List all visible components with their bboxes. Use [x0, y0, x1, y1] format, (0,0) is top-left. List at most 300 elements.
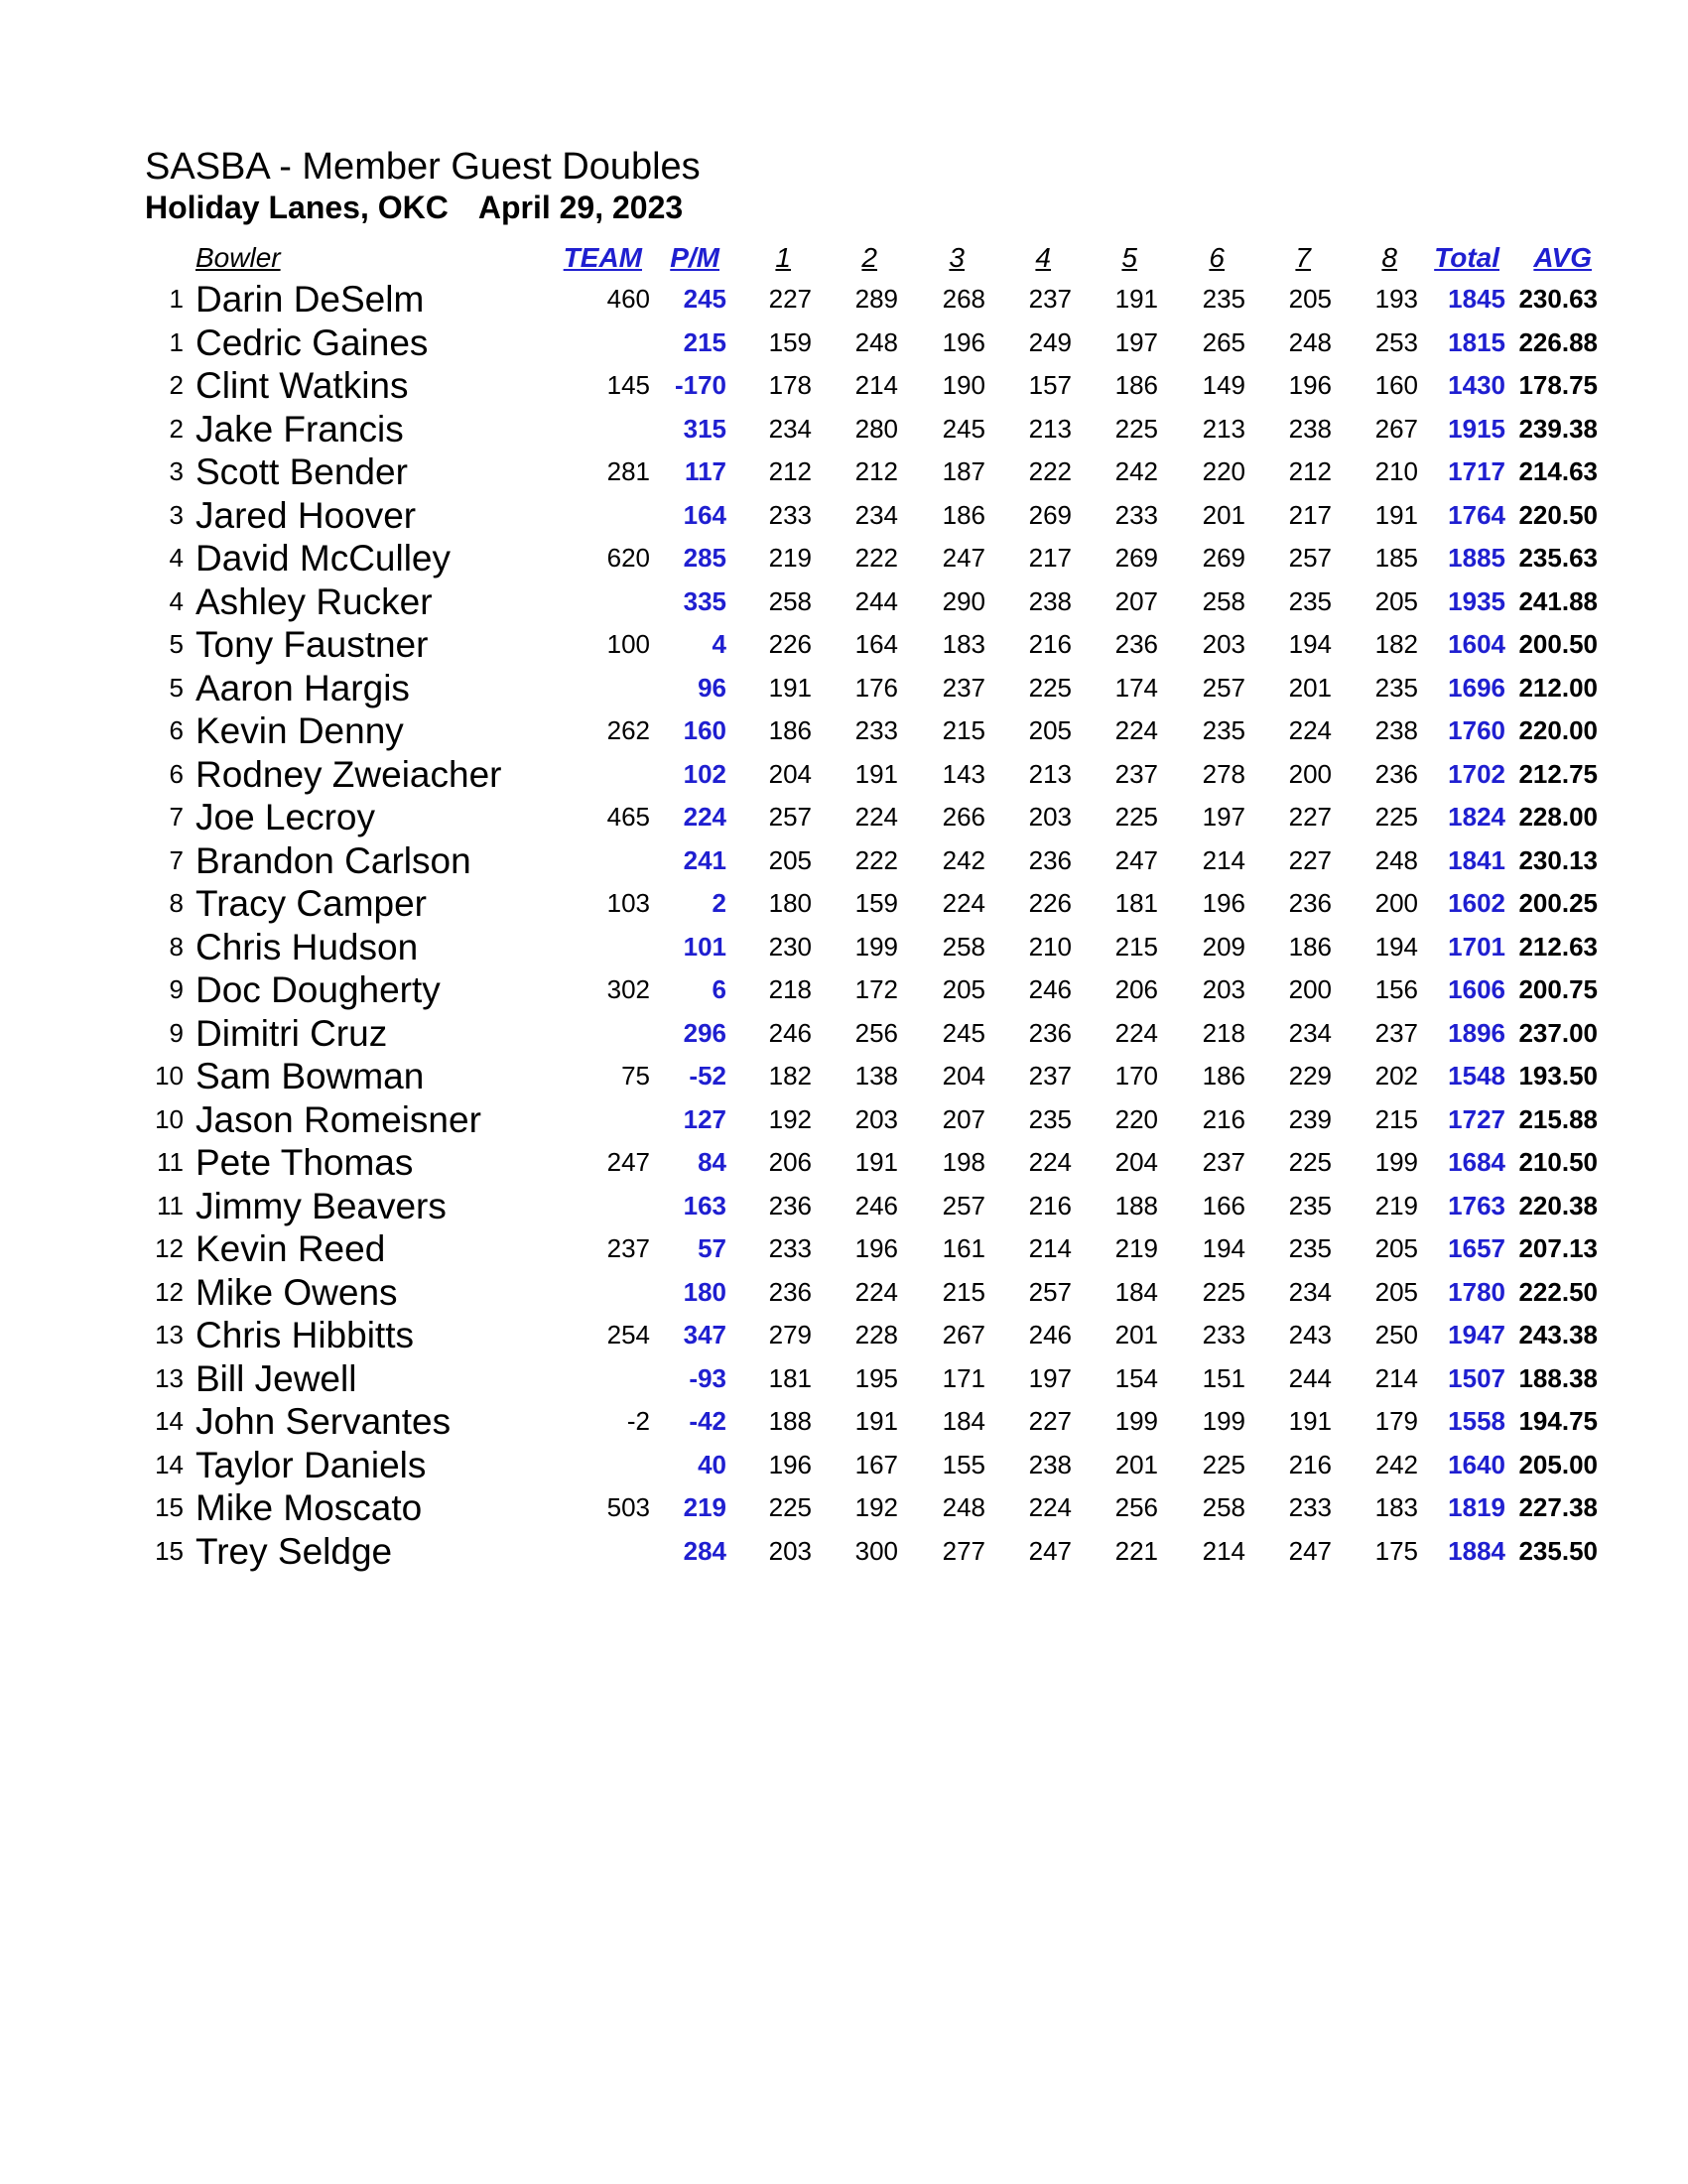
game-8-score: 237 [1374, 1017, 1418, 1048]
plus-minus: 117 [685, 456, 726, 486]
game-1-score: 180 [768, 888, 812, 918]
game-1-score: 226 [768, 629, 812, 659]
header-game-2: 2 [861, 242, 877, 273]
total-score: 1701 [1448, 931, 1505, 962]
average: 227.38 [1518, 1492, 1598, 1522]
game-6-score: 258 [1202, 1492, 1245, 1522]
team-score: 145 [606, 370, 650, 400]
table-row [0, 796, 1688, 839]
plus-minus: 296 [683, 1017, 726, 1048]
game-3-score: 237 [942, 672, 985, 703]
game-6-score: 214 [1202, 844, 1245, 875]
game-7-score: 186 [1288, 931, 1332, 962]
total-score: 1696 [1448, 672, 1505, 703]
game-8-score: 156 [1374, 974, 1418, 1004]
game-7-score: 227 [1288, 802, 1332, 832]
table-row [0, 364, 1688, 408]
average: 193.50 [1518, 1061, 1598, 1091]
bowler-name: Clint Watkins [195, 365, 409, 406]
game-2-score: 280 [854, 413, 898, 444]
header-game-4: 4 [1035, 242, 1051, 273]
game-7-score: 234 [1288, 1017, 1332, 1048]
game-4-score: 249 [1028, 326, 1072, 357]
rank-cell: 14 [155, 1449, 184, 1479]
game-6-score: 257 [1202, 672, 1245, 703]
rank-cell: 13 [155, 1320, 184, 1349]
game-1-score: 279 [768, 1320, 812, 1349]
plus-minus: -52 [689, 1061, 726, 1091]
game-2-score: 159 [854, 888, 898, 918]
header-game-8: 8 [1381, 242, 1397, 273]
game-5-score: 204 [1114, 1147, 1158, 1177]
total-score: 1727 [1448, 1103, 1505, 1134]
table-row [0, 1486, 1688, 1530]
game-7-score: 229 [1288, 1061, 1332, 1091]
game-4-score: 237 [1028, 284, 1072, 314]
team-score: 620 [606, 543, 650, 573]
game-2-score: 172 [854, 974, 898, 1004]
game-1-score: 246 [768, 1017, 812, 1048]
game-8-score: 183 [1374, 1492, 1418, 1522]
game-8-score: 205 [1374, 585, 1418, 616]
game-2-score: 212 [854, 456, 898, 486]
game-7-score: 227 [1288, 844, 1332, 875]
game-7-score: 239 [1288, 1103, 1332, 1134]
game-7-score: 248 [1288, 326, 1332, 357]
rank-cell: 2 [169, 413, 184, 444]
game-6-score: 225 [1202, 1276, 1245, 1307]
table-row [0, 1400, 1688, 1444]
total-score: 1657 [1448, 1233, 1505, 1263]
game-7-score: 235 [1288, 1190, 1332, 1220]
average: 220.38 [1518, 1190, 1598, 1220]
average: 207.13 [1518, 1233, 1598, 1263]
game-6-score: 203 [1202, 974, 1245, 1004]
game-1-score: 186 [768, 715, 812, 745]
average: 178.75 [1518, 370, 1598, 400]
game-3-score: 161 [942, 1233, 985, 1263]
bowler-name: Dimitri Cruz [195, 1012, 388, 1054]
plus-minus: 160 [683, 715, 726, 745]
game-1-score: 205 [768, 844, 812, 875]
game-4-score: 247 [1028, 1535, 1072, 1566]
game-6-score: 151 [1202, 1362, 1245, 1393]
game-3-score: 247 [942, 543, 985, 573]
bowler-name: Rodney Zweiacher [195, 753, 502, 795]
rank-cell: 7 [169, 844, 184, 875]
game-4-score: 238 [1028, 585, 1072, 616]
game-3-score: 183 [942, 629, 985, 659]
average: 200.25 [1518, 888, 1598, 918]
game-2-score: 203 [854, 1103, 898, 1134]
plus-minus: 241 [683, 844, 726, 875]
game-4-score: 224 [1028, 1147, 1072, 1177]
game-7-score: 224 [1288, 715, 1332, 745]
plus-minus: 2 [712, 888, 726, 918]
game-7-score: 247 [1288, 1535, 1332, 1566]
table-row [0, 278, 1688, 321]
rank-cell: 4 [169, 543, 184, 573]
plus-minus: -170 [674, 370, 726, 400]
average: 243.38 [1518, 1320, 1598, 1349]
table-row [0, 1141, 1688, 1185]
plus-minus: 4 [712, 629, 726, 659]
game-1-score: 191 [768, 672, 812, 703]
average: 194.75 [1518, 1406, 1598, 1436]
game-6-score: 235 [1202, 715, 1245, 745]
game-3-score: 268 [942, 284, 985, 314]
game-4-score: 269 [1028, 499, 1072, 530]
game-4-score: 205 [1028, 715, 1072, 745]
total-score: 1935 [1448, 585, 1505, 616]
bowler-name: Pete Thomas [195, 1142, 414, 1183]
game-4-score: 213 [1028, 758, 1072, 789]
game-4-score: 197 [1028, 1362, 1072, 1393]
game-2-score: 224 [854, 802, 898, 832]
team-score: 262 [606, 715, 650, 745]
rank-cell: 11 [157, 1190, 184, 1220]
plus-minus: -42 [689, 1406, 726, 1436]
game-8-score: 242 [1374, 1449, 1418, 1479]
bowler-name: Cedric Gaines [195, 321, 429, 363]
average: 230.13 [1518, 844, 1598, 875]
average: 200.75 [1518, 974, 1598, 1004]
average: 241.88 [1518, 585, 1598, 616]
rank-cell: 1 [169, 326, 184, 357]
game-5-score: 220 [1114, 1103, 1158, 1134]
game-6-score: 194 [1202, 1233, 1245, 1263]
bowler-name: Chris Hudson [195, 926, 419, 967]
page-subtitle [145, 189, 683, 226]
team-score: 254 [606, 1320, 650, 1349]
plus-minus: 6 [712, 974, 726, 1004]
bowler-name: Scott Bender [195, 451, 408, 492]
table-row [0, 1444, 1688, 1487]
rank-cell: 9 [169, 974, 184, 1004]
game-1-score: 236 [768, 1276, 812, 1307]
table-row [0, 1357, 1688, 1401]
total-score: 1915 [1448, 413, 1505, 444]
game-7-score: 244 [1288, 1362, 1332, 1393]
game-8-score: 202 [1374, 1061, 1418, 1091]
game-5-score: 215 [1114, 931, 1158, 962]
average: 222.50 [1518, 1276, 1598, 1307]
plus-minus: 315 [683, 413, 726, 444]
game-8-score: 214 [1374, 1362, 1418, 1393]
total-score: 1640 [1448, 1449, 1505, 1479]
game-1-score: 212 [768, 456, 812, 486]
game-5-score: 170 [1114, 1061, 1158, 1091]
plus-minus: 347 [683, 1320, 726, 1349]
total-score: 1824 [1448, 802, 1505, 832]
game-1-score: 192 [768, 1103, 812, 1134]
game-2-score: 176 [854, 672, 898, 703]
game-3-score: 224 [942, 888, 985, 918]
page-title: SASBA - Member Guest Doubles [145, 146, 701, 188]
game-7-score: 243 [1288, 1320, 1332, 1349]
game-7-score: 200 [1288, 758, 1332, 789]
rank-cell: 14 [155, 1406, 184, 1436]
game-1-score: 236 [768, 1190, 812, 1220]
rank-cell: 11 [157, 1147, 184, 1177]
game-3-score: 267 [942, 1320, 985, 1349]
game-4-score: 210 [1028, 931, 1072, 962]
game-2-score: 256 [854, 1017, 898, 1048]
bowler-name: Trey Seldge [195, 1530, 393, 1572]
rank-cell: 7 [169, 802, 184, 832]
bowler-name: Brandon Carlson [195, 839, 471, 881]
game-6-score: 209 [1202, 931, 1245, 962]
table-row [0, 494, 1688, 538]
bowler-name: Darin DeSelm [195, 279, 425, 320]
venue: Holiday Lanes, OKC [145, 190, 449, 225]
game-1-score: 234 [768, 413, 812, 444]
game-4-score: 203 [1028, 802, 1072, 832]
team-score: 503 [606, 1492, 650, 1522]
game-2-score: 289 [854, 284, 898, 314]
team-score: 460 [606, 284, 650, 314]
total-score: 1896 [1448, 1017, 1505, 1048]
game-8-score: 205 [1374, 1276, 1418, 1307]
game-6-score: 196 [1202, 888, 1245, 918]
rank-cell: 1 [169, 284, 184, 314]
average: 210.50 [1518, 1147, 1598, 1177]
game-8-score: 219 [1374, 1190, 1418, 1220]
table-row [0, 968, 1688, 1012]
plus-minus: 245 [683, 284, 726, 314]
game-3-score: 248 [942, 1492, 985, 1522]
bowler-name: Jake Francis [195, 408, 404, 450]
team-score: 302 [606, 974, 650, 1004]
bowler-name: Kevin Reed [195, 1228, 386, 1269]
bowler-name: Tony Faustner [195, 624, 429, 665]
game-8-score: 191 [1374, 499, 1418, 530]
game-5-score: 199 [1114, 1406, 1158, 1436]
average: 220.50 [1518, 499, 1598, 530]
game-3-score: 215 [942, 715, 985, 745]
game-6-score: 225 [1202, 1449, 1245, 1479]
game-1-score: 203 [768, 1535, 812, 1566]
game-2-score: 214 [854, 370, 898, 400]
bowler-name: Jared Hoover [195, 494, 417, 536]
game-5-score: 225 [1114, 413, 1158, 444]
table-row [0, 623, 1688, 667]
game-6-score: 233 [1202, 1320, 1245, 1349]
game-6-score: 258 [1202, 585, 1245, 616]
average: 212.63 [1518, 931, 1598, 962]
game-6-score: 220 [1202, 456, 1245, 486]
game-7-score: 212 [1288, 456, 1332, 486]
game-1-score: 218 [768, 974, 812, 1004]
game-2-score: 222 [854, 543, 898, 573]
table-row [0, 709, 1688, 753]
rank-cell: 5 [169, 672, 184, 703]
bowler-name: Sam Bowman [195, 1056, 425, 1096]
game-3-score: 257 [942, 1190, 985, 1220]
game-5-score: 256 [1114, 1492, 1158, 1522]
average: 215.88 [1518, 1103, 1598, 1134]
game-3-score: 266 [942, 802, 985, 832]
bowler-name: Kevin Denny [195, 710, 404, 751]
game-1-score: 204 [768, 758, 812, 789]
game-3-score: 215 [942, 1276, 985, 1307]
game-1-score: 258 [768, 585, 812, 616]
game-1-score: 181 [768, 1362, 812, 1393]
game-4-score: 157 [1028, 370, 1072, 400]
game-5-score: 186 [1114, 370, 1158, 400]
game-2-score: 233 [854, 715, 898, 745]
game-3-score: 186 [942, 499, 985, 530]
game-8-score: 193 [1374, 284, 1418, 314]
average: 230.63 [1518, 284, 1598, 314]
team-score: 281 [606, 456, 650, 486]
game-8-score: 250 [1374, 1320, 1418, 1349]
table-row [0, 537, 1688, 580]
game-6-score: 218 [1202, 1017, 1245, 1048]
total-score: 1604 [1448, 629, 1505, 659]
game-8-score: 205 [1374, 1233, 1418, 1263]
game-7-score: 234 [1288, 1276, 1332, 1307]
rank-cell: 13 [155, 1362, 184, 1393]
total-score: 1780 [1448, 1276, 1505, 1307]
team-score: 75 [621, 1061, 650, 1091]
game-4-score: 226 [1028, 888, 1072, 918]
game-2-score: 167 [854, 1449, 898, 1479]
rank-cell: 15 [155, 1535, 184, 1566]
table-row [0, 1530, 1688, 1574]
average: 205.00 [1518, 1449, 1598, 1479]
bowler-name: Bill Jewell [195, 1357, 357, 1399]
game-6-score: 237 [1202, 1147, 1245, 1177]
header-bowler: Bowler [195, 242, 281, 273]
table-row [0, 450, 1688, 494]
game-1-score: 188 [768, 1406, 812, 1436]
game-4-score: 246 [1028, 974, 1072, 1004]
plus-minus: 335 [683, 585, 726, 616]
game-5-score: 184 [1114, 1276, 1158, 1307]
bowler-name: John Servantes [195, 1401, 452, 1442]
game-5-score: 236 [1114, 629, 1158, 659]
plus-minus: 180 [683, 1276, 726, 1307]
game-5-score: 201 [1114, 1449, 1158, 1479]
header-game-5: 5 [1121, 242, 1137, 273]
game-4-score: 214 [1028, 1233, 1072, 1263]
game-7-score: 233 [1288, 1492, 1332, 1522]
game-5-score: 247 [1114, 844, 1158, 875]
game-5-score: 269 [1114, 543, 1158, 573]
rank-cell: 10 [155, 1103, 184, 1134]
bowler-name: Tracy Camper [195, 883, 428, 924]
game-5-score: 154 [1114, 1362, 1158, 1393]
total-score: 1684 [1448, 1147, 1505, 1177]
average: 235.63 [1518, 543, 1598, 573]
table-row [0, 753, 1688, 797]
game-6-score: 186 [1202, 1061, 1245, 1091]
game-4-score: 236 [1028, 844, 1072, 875]
total-score: 1885 [1448, 543, 1505, 573]
game-2-score: 228 [854, 1320, 898, 1349]
bowler-name: Ashley Rucker [195, 580, 433, 622]
game-1-score: 196 [768, 1449, 812, 1479]
average: 212.75 [1518, 758, 1598, 789]
total-score: 1764 [1448, 499, 1505, 530]
game-3-score: 204 [942, 1061, 985, 1091]
header-team: TEAM [563, 242, 642, 273]
bowler-name: Jimmy Beavers [195, 1185, 447, 1226]
game-8-score: 215 [1374, 1103, 1418, 1134]
table-row [0, 580, 1688, 624]
game-5-score: 219 [1114, 1233, 1158, 1263]
plus-minus: 127 [683, 1103, 726, 1134]
game-8-score: 179 [1374, 1406, 1418, 1436]
header-game-1: 1 [775, 242, 791, 273]
rank-cell: 3 [169, 456, 184, 486]
game-3-score: 290 [942, 585, 985, 616]
game-6-score: 199 [1202, 1406, 1245, 1436]
bowler-name: Doc Dougherty [195, 969, 441, 1010]
plus-minus: 224 [683, 802, 726, 832]
game-4-score: 238 [1028, 1449, 1072, 1479]
game-6-score: 216 [1202, 1103, 1245, 1134]
game-8-score: 238 [1374, 715, 1418, 745]
game-2-score: 224 [854, 1276, 898, 1307]
total-score: 1819 [1448, 1492, 1505, 1522]
header-game-3: 3 [949, 242, 965, 273]
bowler-name: Mike Owens [195, 1271, 398, 1313]
table-row [0, 1012, 1688, 1056]
game-3-score: 196 [942, 326, 985, 357]
game-7-score: 200 [1288, 974, 1332, 1004]
plus-minus: 284 [683, 1535, 726, 1566]
game-6-score: 203 [1202, 629, 1245, 659]
game-8-score: 235 [1374, 672, 1418, 703]
game-5-score: 233 [1114, 499, 1158, 530]
team-score: 100 [606, 629, 650, 659]
game-4-score: 224 [1028, 1492, 1072, 1522]
rank-cell: 5 [169, 629, 184, 659]
header-game-7: 7 [1295, 242, 1311, 273]
game-7-score: 191 [1288, 1406, 1332, 1436]
game-8-score: 200 [1374, 888, 1418, 918]
plus-minus: 57 [698, 1233, 726, 1263]
total-score: 1430 [1448, 370, 1505, 400]
plus-minus: 102 [683, 758, 726, 789]
game-5-score: 191 [1114, 284, 1158, 314]
game-8-score: 185 [1374, 543, 1418, 573]
game-4-score: 235 [1028, 1103, 1072, 1134]
game-1-score: 233 [768, 499, 812, 530]
game-3-score: 277 [942, 1535, 985, 1566]
game-6-score: 269 [1202, 543, 1245, 573]
game-6-score: 201 [1202, 499, 1245, 530]
total-score: 1845 [1448, 284, 1505, 314]
total-score: 1717 [1448, 456, 1505, 486]
team-score: 237 [606, 1233, 650, 1263]
game-3-score: 245 [942, 413, 985, 444]
rank-cell: 15 [155, 1492, 184, 1522]
game-1-score: 206 [768, 1147, 812, 1177]
total-score: 1815 [1448, 326, 1505, 357]
game-6-score: 197 [1202, 802, 1245, 832]
game-5-score: 201 [1114, 1320, 1158, 1349]
game-5-score: 224 [1114, 1017, 1158, 1048]
table-row [0, 882, 1688, 926]
game-5-score: 224 [1114, 715, 1158, 745]
plus-minus: 163 [683, 1190, 726, 1220]
game-4-score: 227 [1028, 1406, 1072, 1436]
game-7-score: 235 [1288, 585, 1332, 616]
game-7-score: 196 [1288, 370, 1332, 400]
